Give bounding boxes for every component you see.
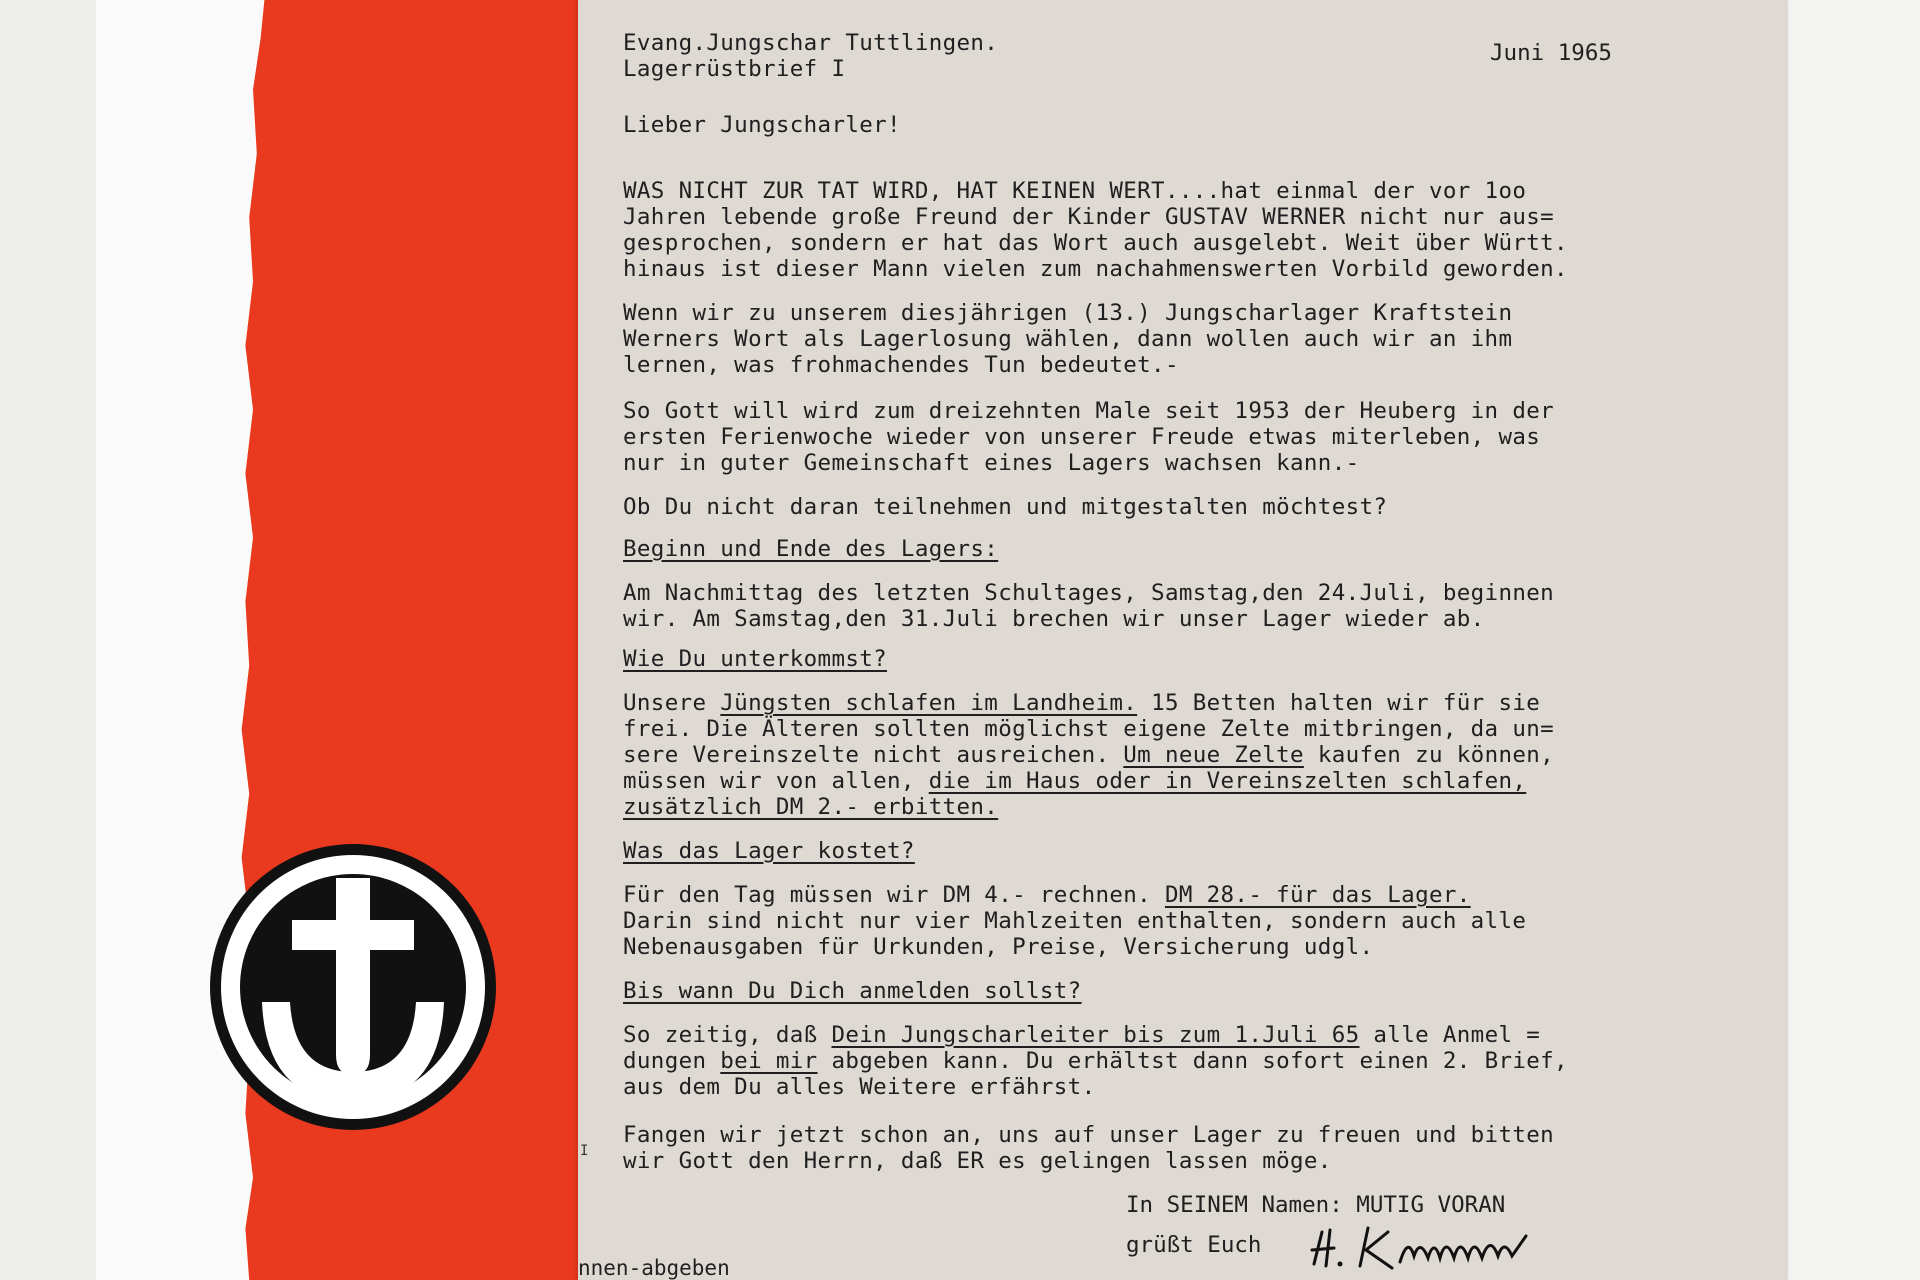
paragraph-line: ersten Ferienwoche wieder von unserer Freude etwas miterleben, was <box>623 424 1541 450</box>
paragraph-line: gesprochen, sondern er hat das Wort auch ausgelebt. Weit über Württ. <box>623 230 1568 256</box>
paragraph-line: Am Nachmittag des letzten Schultages, Samstag,den 24.Juli, beginnen <box>623 580 1555 606</box>
paragraph-line: zusätzlich DM 2.- erbitten. <box>623 794 999 820</box>
paragraph-line: wir Gott den Herrn, daß ER es gelingen lassen möge. <box>623 1148 1332 1174</box>
paragraph-line: So Gott will wird zum dreizehnten Male seit 1953 der Heuberg in der <box>623 398 1555 424</box>
paragraph-line: Fangen wir jetzt schon an, uns auf unser Lager zu freuen und bitten <box>623 1122 1555 1148</box>
paragraph-line: hinaus ist dieser Mann vielen zum nachahmenswerten Vorbild geworden. <box>623 256 1568 282</box>
paragraph-line: dungen bei mir abgeben kann. Du erhältst dann sofort einen 2. Brief, <box>623 1048 1568 1074</box>
paragraph-line: Darin sind nicht nur vier Mahlzeiten enthalten, sondern auch alle <box>623 908 1527 934</box>
paragraph-line: Werners Wort als Lagerlosung wählen, dann wollen auch wir an ihm <box>623 326 1513 352</box>
paragraph-line: aus dem Du alles Weitere erfährst. <box>623 1074 1096 1100</box>
paragraph-line: Für den Tag müssen wir DM 4.- rechnen. DM 28.- für das Lager. <box>623 882 1471 908</box>
closing-greeting: grüßt Euch <box>1126 1232 1262 1258</box>
section-heading-register: Bis wann Du Dich anmelden sollst? <box>623 978 1082 1004</box>
paragraph-line: müssen wir von allen, die im Haus oder in Vereinszelten schlafen, <box>623 768 1527 794</box>
stray-mark: I <box>580 1143 589 1159</box>
typed-letter <box>578 0 1788 1280</box>
section-heading-begin: Beginn und Ende des Lagers: <box>623 536 999 562</box>
paragraph-line: wir. Am Samstag,den 31.Juli brechen wir unser Lager wieder ab. <box>623 606 1485 632</box>
paragraph-line: frei. Die Älteren sollten möglichst eigene Zelte mitbringen, da un= <box>623 716 1555 742</box>
underlying-paper-text: nnen-abgeben <box>578 1256 730 1280</box>
paragraph-line: Ob Du nicht daran teilnehmen und mitgestalten möchtest? <box>623 494 1388 520</box>
paragraph-line: Unsere Jüngsten schlafen im Landheim. 15 Betten halten wir für sie <box>623 690 1541 716</box>
paragraph-line: WAS NICHT ZUR TAT WIRD, HAT KEINEN WERT....hat einmal der vor 1oo <box>623 178 1527 204</box>
paragraph-line: lernen, was frohmachendes Tun bedeutet.- <box>623 352 1179 378</box>
paragraph-line: sere Vereinszelte nicht ausreichen. Um neue Zelte kaufen zu können, <box>623 742 1555 768</box>
closing-motto: In SEINEM Namen: MUTIG VORAN <box>1126 1192 1506 1218</box>
paragraph-line: Nebenausgaben für Urkunden, Preise, Versicherung udgl. <box>623 934 1374 960</box>
section-heading-stay: Wie Du unterkommst? <box>623 646 888 672</box>
background <box>0 0 100 1280</box>
greeting: Lieber Jungscharler! <box>623 112 901 138</box>
paragraph-line: Wenn wir zu unserem diesjährigen (13.) Jungscharlager Kraftstein <box>623 300 1513 326</box>
letter-subject: Lagerrüstbrief I <box>623 56 846 82</box>
handwritten-signature <box>1308 1218 1568 1278</box>
letter-date: Juni 1965 <box>1490 40 1612 66</box>
section-heading-cost: Was das Lager kostet? <box>623 838 915 864</box>
paragraph-line: Jahren lebende große Freund der Kinder GUSTAV WERNER nicht nur aus= <box>623 204 1555 230</box>
letter-org: Evang.Jungschar Tuttlingen. <box>623 30 999 56</box>
paragraph-line: So zeitig, daß Dein Jungscharleiter bis zum 1.Juli 65 alle Anmel = <box>623 1022 1541 1048</box>
jungschar-emblem-icon <box>208 842 498 1132</box>
paragraph-line: nur in guter Gemeinschaft eines Lagers wachsen kann.- <box>623 450 1360 476</box>
